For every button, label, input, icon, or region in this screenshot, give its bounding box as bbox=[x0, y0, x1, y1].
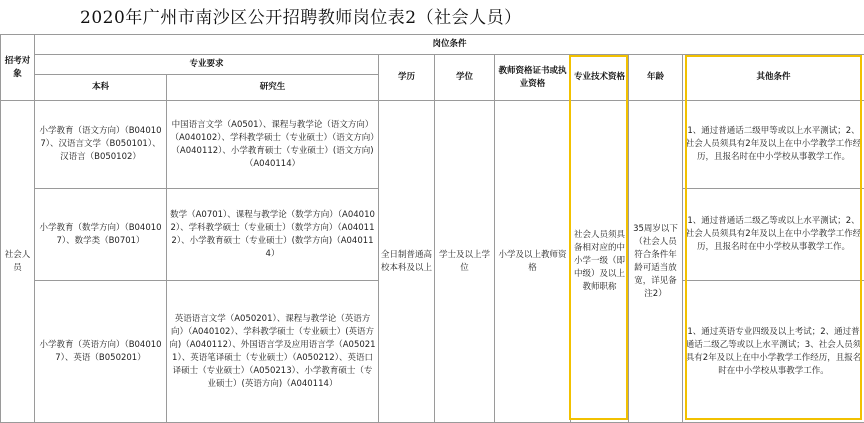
cell-nianling: 35周岁以下（社会人员符合条件年龄可适当放宽，详见备注2） bbox=[629, 101, 683, 423]
cell-zhaokao: 社会人员 bbox=[1, 101, 35, 423]
cell-benke-english: 小学教育（英语方向）（B040107）、英语（B050201） bbox=[35, 281, 167, 423]
cell-xuewei: 学士及以上学位 bbox=[435, 101, 495, 423]
cell-yanjiusheng-english: 英语语言文学（A050201）、课程与教学论（英语方向）（A040102）、学科教学硕士（专业硕士）(英语方向)（A040112）、外国语言学及应用语言学（A050211）、英语笔译硕士（专业硕士）（A050212）、英语口译硕士（专业硕士）（A050213）、小学教育硕士（专业硕士）(英语方向)（A040114） bbox=[167, 281, 379, 423]
cell-benke-chinese: 小学教育（语文方向）（B040107）、汉语言文学（B050101）、汉语言（B050102） bbox=[35, 101, 167, 189]
cell-qita-english: 1、通过英语专业四级及以上考试；2、通过普通话二级乙等或以上水平测试；3、社会人员须具有2年及以上在中小学教学工作经历，且报名时在中小学校从事教学工作。 bbox=[683, 281, 864, 423]
header-benke: 本科 bbox=[35, 75, 167, 101]
cell-zige: 小学及以上教师资格 bbox=[495, 101, 571, 423]
cell-qita-chinese: 1、通过普通话二级甲等或以上水平测试；2、社会人员须具有2年及以上在中小学教学工作经历，且报名时在中小学校从事教学工作。 bbox=[683, 101, 864, 189]
cell-yanjiusheng-chinese: 中国语言文学（A0501）、课程与教学论（语文方向）（A040102）、学科教学硕士（专业硕士）（语文方向）（A040112）、小学教育硕士（专业硕士）(语文方向)（A040114） bbox=[167, 101, 379, 189]
cell-qita-math: 1、通过普通话二级乙等或以上水平测试；2、社会人员须具有2年及以上在中小学教学工作经历，且报名时在中小学校从事教学工作。 bbox=[683, 189, 864, 281]
header-qita: 其他条件 bbox=[683, 55, 864, 101]
page-title: 2020年广州市南沙区公开招聘教师岗位表2（社会人员） bbox=[80, 3, 522, 28]
positions-table bbox=[0, 34, 864, 423]
cell-benke-math: 小学教育（数学方向）（B040107）、数学类（B0701） bbox=[35, 189, 167, 281]
cell-xueli: 全日制普通高校本科及以上 bbox=[379, 101, 435, 423]
header-gangwei: 岗位条件 bbox=[35, 35, 864, 55]
cell-yanjiusheng-math: 数学（A0701）、课程与教学论（数学方向）（A040102）、学科教学硕士（专业硕士）（数学方向）（A040112）、小学教育硕士（专业硕士）(数学方向)（A040114） bbox=[167, 189, 379, 281]
header-zhaokao: 招考对象 bbox=[1, 35, 35, 101]
header-xueli: 学历 bbox=[379, 55, 435, 101]
header-jishu: 专业技术资格 bbox=[571, 55, 629, 101]
header-yanjiusheng: 研究生 bbox=[167, 75, 379, 101]
header-zige: 教师资格证书或执业资格 bbox=[495, 55, 571, 101]
header-nianling: 年龄 bbox=[629, 55, 683, 101]
header-xuewei: 学位 bbox=[435, 55, 495, 101]
cell-jishu: 社会人员须具备相对应的中小学一级（即中级）及以上教师职称 bbox=[571, 101, 629, 423]
header-zhuanye: 专业要求 bbox=[35, 55, 379, 75]
